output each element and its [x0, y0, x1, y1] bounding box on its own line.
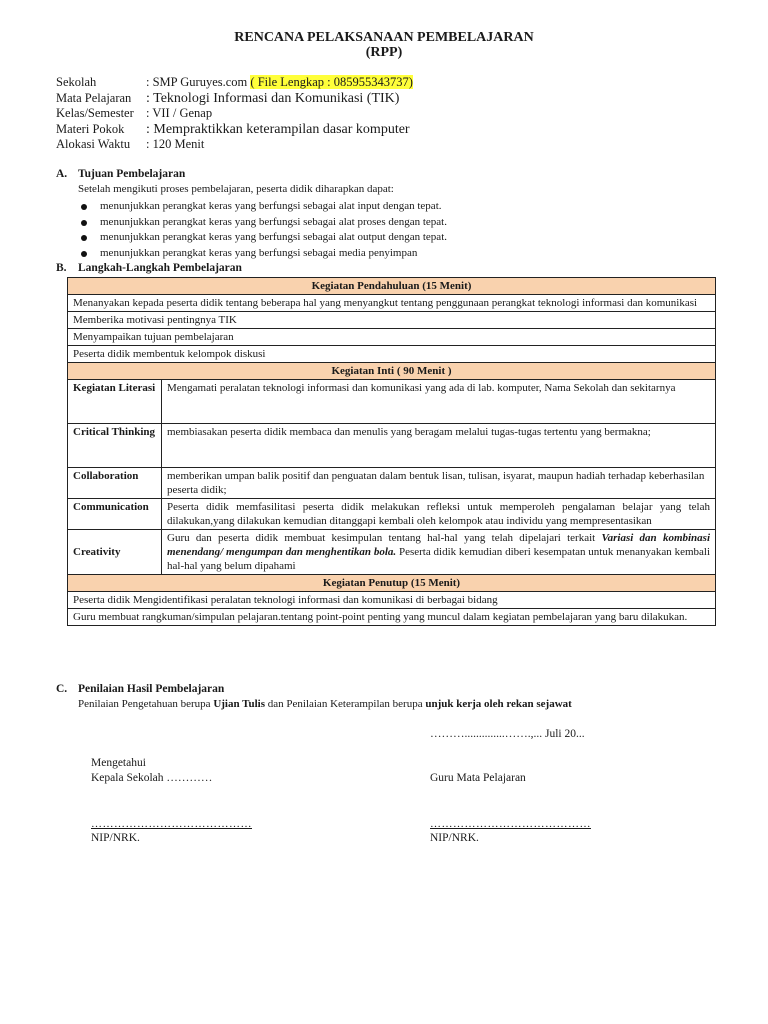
penutup-header: Kegiatan Penutup (15 Menit) [68, 575, 716, 592]
goal-item: menunjukkan perangkat keras yang berfungsi sebagai media penyimpan [78, 246, 447, 262]
goal-item: menunjukkan perangkat keras yang berfungsi sebagai alat input dengan tepat. [78, 199, 447, 215]
info-value: : Teknologi Informasi dan Komunikasi (TIK) [146, 90, 400, 106]
table-row: Guru membuat rangkuman/simpulan pelajaran.tentang point-point penting yang muncul dalam kegiatan pembelajaran yang baru dilakukan. [68, 609, 716, 626]
info-value: : 120 Menit [146, 137, 205, 151]
info-label: Materi Pokok [56, 121, 125, 136]
goal-item: menunjukkan perangkat keras yang berfungsi sebagai alat output dengan tepat. [78, 230, 447, 246]
signature-line-right: …………………………………… [430, 818, 591, 830]
activity-label: Communication [68, 499, 162, 530]
activity-text: Peserta didik memfasilitasi peserta didik melakukan refleksi untuk memperoleh pengalaman belajar yang telah dilakukan,yang dilakukan kemudian ditanggapi kembali oleh kelompok atau individu yang mempresentasikan [162, 499, 716, 530]
table-row: Peserta didik membentuk kelompok diskusi [68, 346, 716, 363]
goal-list [78, 199, 447, 261]
table-row: Peserta didik Mengidentifikasi peralatan teknologi informasi dan komunikasi di berbagai bidang [68, 592, 716, 609]
info-row-mapel [56, 91, 413, 107]
pendahuluan-header: Kegiatan Pendahuluan (15 Menit) [68, 278, 716, 295]
section-a-heading: A. Tujuan Pembelajaran [56, 168, 186, 180]
info-row-alokasi [56, 137, 413, 153]
document-title: RENCANA PELAKSANAAN PEMBELAJARAN [234, 30, 534, 45]
activity-label: Kegiatan Literasi [68, 380, 162, 424]
mengetahui-label: Mengetahui [91, 757, 146, 769]
table-row: Menanyakan kepada peserta didik tentang beberapa hal yang menyangkut tentang penggunaan perangkat teknologi informasi dan komunikasi [68, 295, 716, 312]
phone-highlight: ( File Lengkap : 085955343737) [250, 75, 413, 89]
nip-left: NIP/NRK. [91, 832, 140, 844]
info-label: Sekolah [56, 75, 97, 89]
guru-label: Guru Mata Pelajaran [430, 772, 526, 784]
activity-label: Critical Thinking [68, 424, 162, 468]
info-value: : SMP Guruyes.com ( File Lengkap : 085955343737) [146, 75, 413, 89]
table-row: Menyampaikan tujuan pembelajaran [68, 329, 716, 346]
activity-text: membiasakan peserta didik membaca dan menulis yang beragam melalui tugas-tugas tertentu yang bermakna; [162, 424, 716, 468]
info-value: : Mempraktikkan keterampilan dasar komputer [146, 121, 410, 137]
identity-block [56, 75, 413, 153]
nip-right: NIP/NRK. [430, 832, 479, 844]
document-subtitle: (RPP) [365, 45, 403, 60]
goal-item: menunjukkan perangkat keras yang berfungsi sebagai alat proses dengan tepat. [78, 215, 447, 231]
signature-line-left: …………………………………… [91, 818, 252, 830]
kepala-sekolah-label: Kepala Sekolah ………… [91, 772, 213, 784]
info-row-sekolah [56, 75, 413, 91]
section-a-intro: Setelah mengikuti proses pembelajaran, peserta didik diharapkan dapat: [78, 183, 394, 195]
activity-label: Collaboration [68, 468, 162, 499]
inti-header: Kegiatan Inti ( 90 Menit ) [68, 363, 716, 380]
info-label: Kelas/Semester [56, 106, 134, 120]
learning-steps-table [67, 277, 716, 626]
info-row-materi [56, 122, 413, 138]
info-label: Mata Pelajaran [56, 90, 132, 105]
info-value: : VII / Genap [146, 106, 213, 120]
signature-date: ………..............…….,... Juli 20... [430, 728, 585, 740]
activity-text: Mengamati peralatan teknologi informasi dan komunikasi yang ada di lab. komputer, Nama Sekolah dan sekitarnya [162, 380, 716, 424]
section-c-heading: C. Penilaian Hasil Pembelajaran [56, 683, 225, 695]
info-label: Alokasi Waktu [56, 137, 131, 151]
assessment-text: Penilaian Pengetahuan berupa Ujian Tulis dan Penilaian Keterampilan berupa unjuk kerja oleh rekan sejawat [78, 698, 572, 710]
table-row: Memberika motivasi pentingnya TIK [68, 312, 716, 329]
section-b-heading: B. Langkah-Langkah Pembelajaran [56, 262, 242, 274]
activity-text: memberikan umpan balik positif dan penguatan dalam bentuk lisan, tulisan, isyarat, maupun hadiah terhadap keberhasilan peserta didik; [162, 468, 716, 499]
activity-text: Guru dan peserta didik membuat kesimpulan tentang hal-hal yang telah dipelajari terkait Variasi dan kombinasi menendang/ mengumpan dan menghentikan bola. Peserta didik kemudian diberi kesempatan untuk menanyakan kembali hal-hal yang belum dipahami [162, 530, 716, 575]
activity-label: Creativity [68, 530, 162, 575]
info-row-kelas [56, 106, 413, 122]
emphasis-text: Variasi dan kombinasi menendang/ mengumpan dan menghentikan bola. [167, 532, 711, 558]
